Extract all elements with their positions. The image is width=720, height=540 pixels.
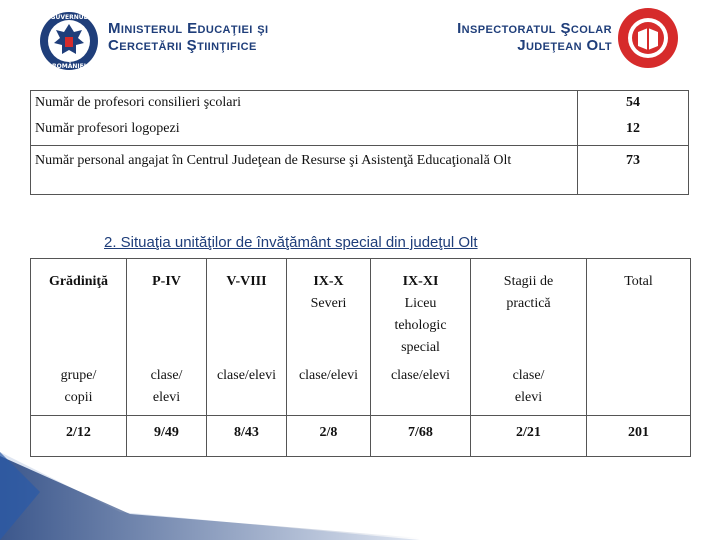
column-header — [287, 259, 371, 366]
header-row — [31, 259, 691, 366]
header-line: V-VIII — [226, 274, 267, 289]
unit-line: clase/elevi — [390, 368, 451, 383]
column-header — [471, 259, 587, 366]
header-line: practică — [506, 296, 551, 311]
column-header — [127, 259, 207, 366]
staff-value: 73 — [578, 146, 689, 195]
unit-line: clase/ — [150, 368, 183, 383]
inspectorate-name — [457, 20, 612, 54]
special-education-table — [30, 258, 691, 457]
column-header — [371, 259, 471, 366]
total-cell: 201 — [587, 416, 691, 457]
header-line: IX-X — [313, 274, 344, 289]
unit-line: copii — [64, 390, 93, 405]
unit-cell — [31, 365, 127, 416]
header-line: Grădiniţă — [48, 274, 109, 289]
table-row — [31, 91, 689, 120]
header-line: Total — [624, 274, 653, 289]
column-header — [587, 259, 691, 366]
ministry-name — [108, 20, 268, 54]
header-line: IX-XI — [402, 274, 439, 289]
unit-line: clase/ — [512, 368, 545, 383]
header-line: special — [401, 340, 440, 355]
ministry-line-1: Ministerul Educaţiei şi — [108, 20, 269, 37]
inspectorate-line-2: Judeţean Olt — [517, 37, 612, 54]
unit-cell — [471, 365, 587, 416]
unit-line: elevi — [514, 390, 543, 405]
inspectorate-logo-icon — [616, 6, 680, 70]
decorative-swoosh-icon — [0, 452, 420, 540]
value-cell: 2/21 — [471, 416, 587, 457]
header-line: Liceu — [404, 296, 437, 311]
page-header — [0, 0, 720, 78]
column-header — [31, 259, 127, 366]
value-cell: 8/43 — [207, 416, 287, 457]
header-line: Stagii de — [503, 274, 554, 289]
seal-bottom-text: ROMÂNIEI — [52, 63, 86, 70]
staff-label: Număr personal angajat în Centrul Judeţean de Resurse şi Asistenţă Educaţională Olt — [31, 146, 578, 195]
column-header — [207, 259, 287, 366]
unit-cell — [587, 365, 691, 416]
unit-line: elevi — [152, 390, 181, 405]
staff-label: Număr de profesori consilieri şcolari — [31, 91, 578, 120]
header-line: tehologic — [394, 318, 447, 333]
staff-table — [30, 90, 689, 195]
staff-label: Număr profesori logopezi — [31, 119, 578, 146]
table-row — [31, 146, 689, 195]
staff-value: 54 — [578, 91, 689, 120]
value-cell: 2/12 — [31, 416, 127, 457]
table-row — [31, 119, 689, 146]
unit-row — [31, 365, 691, 416]
value-row — [31, 416, 691, 457]
unit-cell — [287, 365, 371, 416]
header-line: P-IV — [152, 274, 181, 289]
unit-cell — [207, 365, 287, 416]
seal-top-text: GUVERNUL — [50, 14, 88, 21]
unit-cell — [127, 365, 207, 416]
unit-line: grupe/ — [60, 368, 97, 383]
section-title: 2. Situaţia unităţilor de învăţământ special din judeţul Olt — [104, 234, 478, 251]
unit-line: clase/elevi — [216, 368, 277, 383]
value-cell: 9/49 — [127, 416, 207, 457]
unit-cell — [371, 365, 471, 416]
inspectorate-line-1: Inspectoratul Şcolar — [457, 20, 612, 37]
ministry-line-2: Cercetării Ştiinţifice — [108, 37, 257, 54]
government-seal-icon — [38, 10, 100, 72]
value-cell: 7/68 — [371, 416, 471, 457]
staff-value: 12 — [578, 119, 689, 146]
header-line: Severi — [310, 296, 347, 311]
value-cell: 2/8 — [287, 416, 371, 457]
unit-line: clase/elevi — [298, 368, 359, 383]
